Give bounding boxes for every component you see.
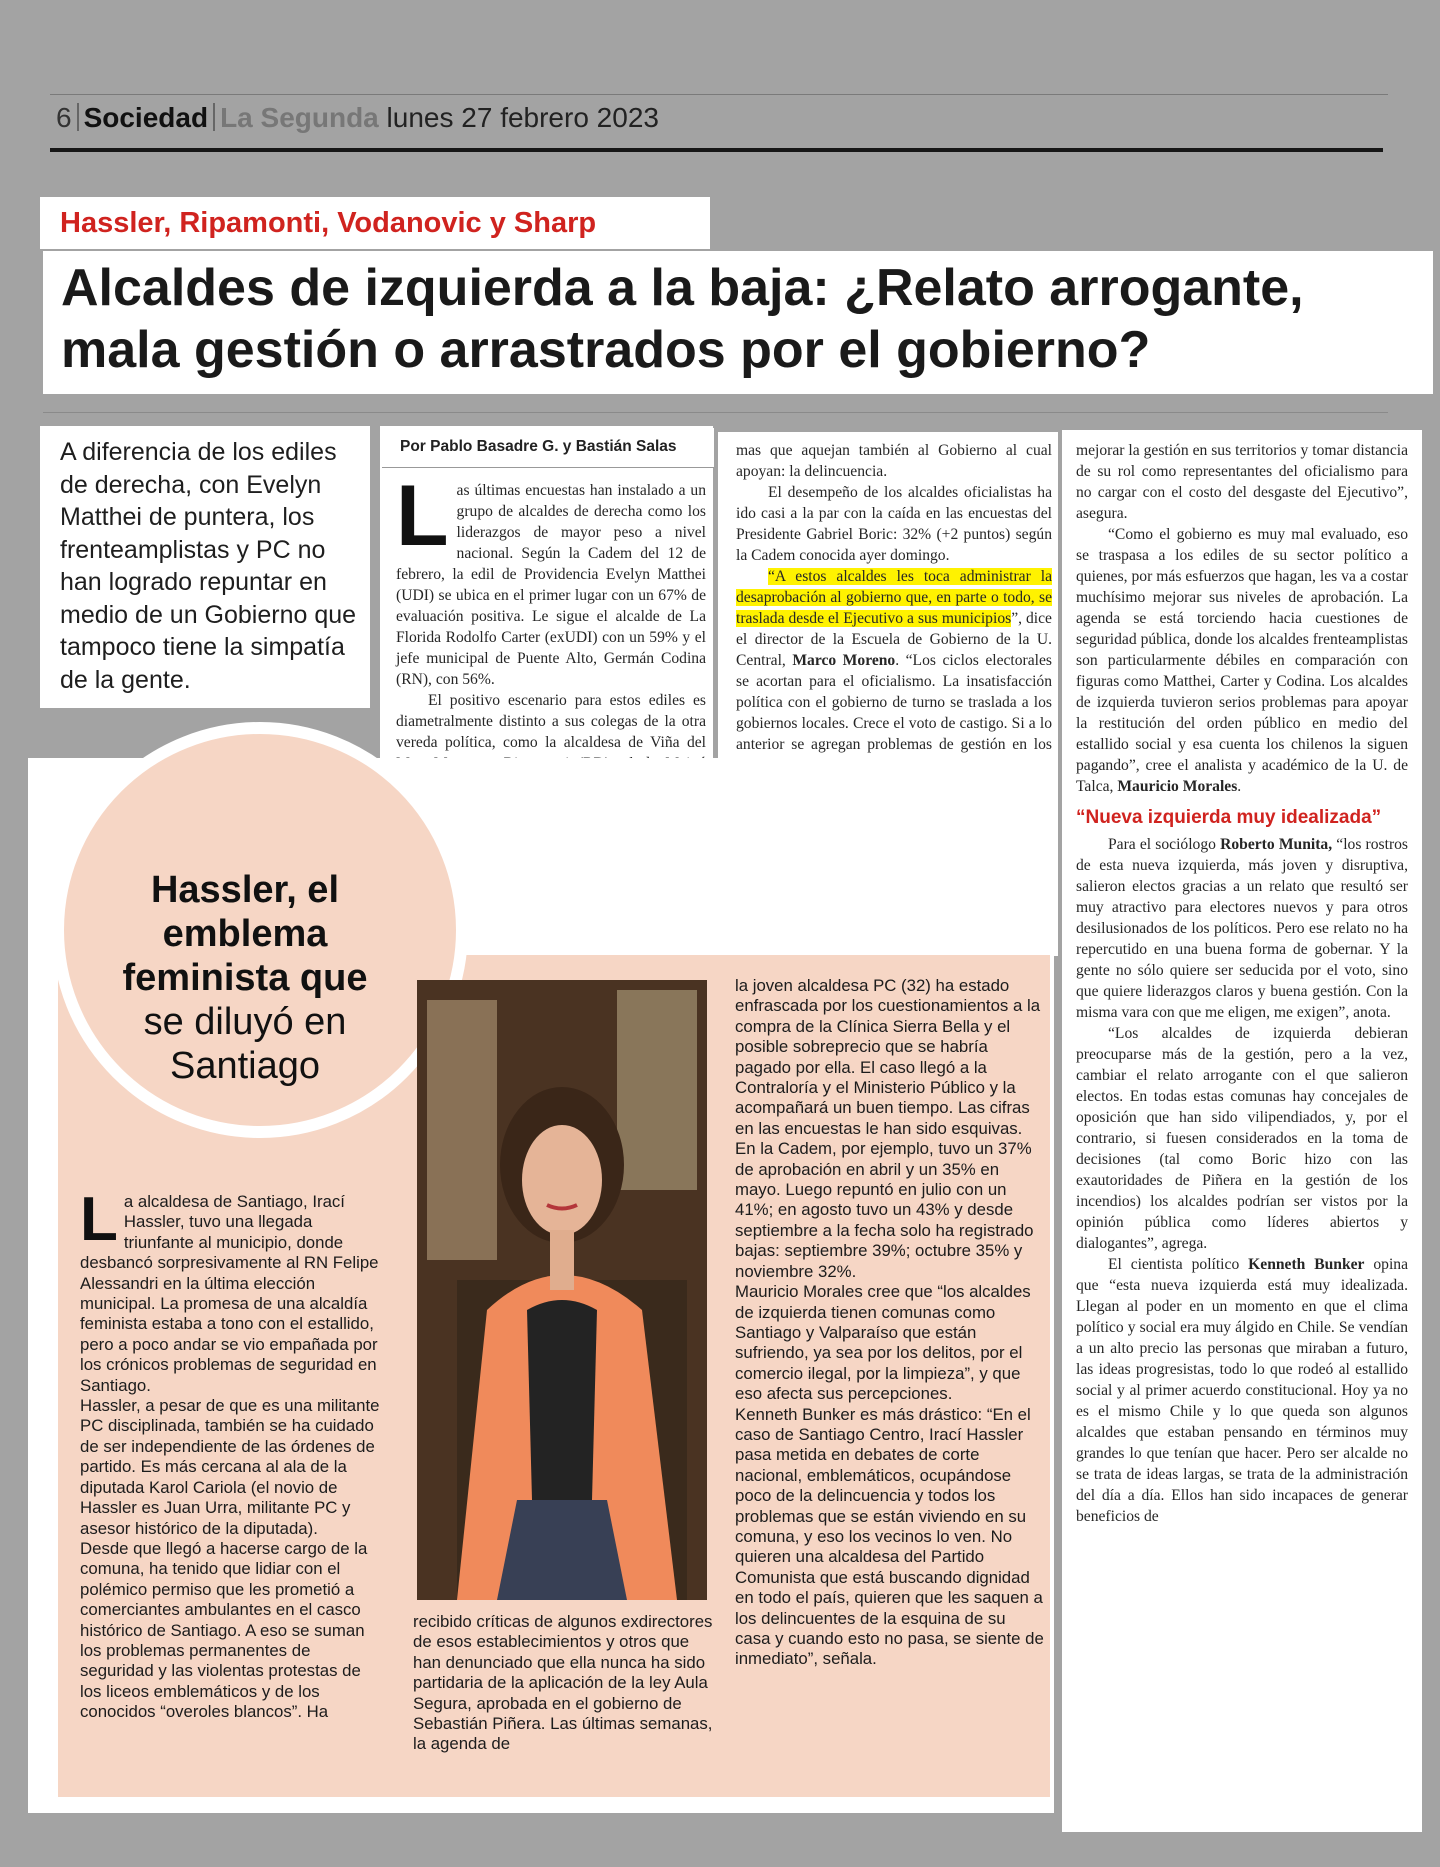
paragraph-text: opina que “esta nueva izquierda está muy idealizada. Llegan al poder en un momento en que el clima político y social era muy álgido en Chile. Se vendían a un alto precio las personas que miraban a futuro, las ideas progresistas, todo lo que rodeó al estallido social y al primer acuerdo constitucional. Hoy ya no es el mismo Chile y lo que queda son algunos alcaldes que estaban pensando en términos muy grandes lo que tenían que hacer. Pero ser alcalde no se trata de ideas largas, se trata de la administración del día a día. Ellos han sido incapaces de generar beneficios de	[1076, 1256, 1409, 1525]
folio-divider	[77, 103, 79, 131]
header-bottom-rule	[50, 148, 1383, 152]
paragraph: El desempeño de los alcaldes oficialistas ha ido casi a la par con la caída en las encuestas del Presidente Gabriel Boric: 32% (+2 puntos) según la Cadem conocida ayer domingo.	[736, 484, 1052, 564]
drop-cap: L	[396, 468, 449, 564]
publication-name: La Segunda	[220, 102, 379, 133]
section-name: Sociedad	[83, 102, 209, 133]
paragraph: mas que aquejan también al Gobierno al cual apoyan: la delincuencia.	[736, 442, 1052, 480]
paragraph-text: Para el sociólogo	[1108, 836, 1221, 853]
kicker: Hassler, Ripamonti, Vodanovic y Sharp	[60, 207, 597, 239]
headline-line-1: Alcaldes de izquierda a la baja: ¿Relato arrogante,	[61, 259, 1304, 317]
paragraph-text: El cientista político	[1108, 1256, 1249, 1273]
paragraph-text: “los rostros de esta nueva izquierda, más joven y disruptiva, salieron electos gracias a un relato que resultó ser muy atractivo para electores nuevos y para otros desilusionados de los políticos. Pero ese relato no ha repercutido en una buena forma de gobernar. Y la gente no sólo quiere ser seducida por el voto, sino que quiere liderazgos claros y buena gestión. Con la misma vara con que me eligen, me exigen”, anota.	[1076, 836, 1409, 1021]
column-text	[1076, 440, 1408, 1527]
sidebar-title	[80, 868, 410, 1088]
paragraph: El positivo escenario para estos ediles es diametralmente distinto a sus colegas de la otra vereda política, como la alcaldesa de Viña del	[396, 692, 706, 751]
header-top-rule	[50, 94, 1388, 95]
kicker-box	[40, 197, 710, 249]
issue-date: lunes 27 febrero 2023	[386, 102, 659, 133]
sidebar-title-bold: Hassler, el emblema feminista que	[122, 869, 368, 999]
person-name: Mauricio Morales	[1117, 778, 1238, 795]
paragraph: Mauricio Morales cree que “los alcaldes de izquierda tienen comunas como Santiago y Valparaíso que están sufriendo, ya sea por los delitos, por el comercio ilegal, por la limpieza”, y que eso afecta sus percepciones.	[735, 1282, 1031, 1404]
person-name: Roberto Munita,	[1220, 836, 1333, 853]
paragraph: Hassler, a pesar de que es una militante PC disciplinada, también se ha cuidado de ser independiente de las órdenes de partido. Es más cercana al ala de la diputada Karol Cariola (el novio de Hassler es Juan Urra, militante PC y asesor histórico de la diputada).	[80, 1396, 380, 1538]
sidebar-title-regular: se diluyó en Santiago	[143, 1001, 347, 1087]
headline-box	[43, 251, 1433, 394]
headline	[61, 257, 1304, 381]
sidebar-column-3	[735, 976, 1045, 1670]
sidebar-column-2	[413, 1612, 713, 1755]
paragraph: Kenneth Bunker es más drástico: “En el caso de Santiago Centro, Irací Hassler pasa metida en debates de corte nacional, emblemáticos, ocupándose poco de la delincuencia y todos los problemas que se están viviendo en su comuna, y eso los vecinos lo ven. No quieren una alcaldesa del Partido Comunista que está buscando dignidad en todo el país, quieren que les saquen a los delincuentes de la esquina de su casa y cuando esto no pasa, se siente de inmediato”, señala.	[735, 1404, 1044, 1669]
article-column-3	[1062, 430, 1422, 1832]
paragraph-text: . “Los ciclos electorales se acortan para el oficialismo. La insatisfacción política con el gobierno de turno se traslada a los gobiernos locales. Crece el voto de castigo. Si a lo anterior se agregan problemas de gestión en los	[736, 652, 1052, 753]
folio-divider	[213, 103, 215, 131]
sidebar-drop-cap: L	[80, 1185, 118, 1254]
portrait-photo	[417, 980, 707, 1600]
person-name: Marco Moreno	[792, 652, 896, 669]
paragraph: a alcaldesa de Santiago, Irací Hassler, tuvo una llegada triunfante al municipio, donde desbancó sorpresivamente al RN Felipe Alessandri en la última elección municipal. La promesa de una alcaldía feminista estaba a tono con el estallido, pero a poco andar se vio empañada por los crónicos problemas de seguridad en Santiago.	[80, 1192, 379, 1395]
paragraph: as últimas encuestas han instalado a un grupo de alcaldes de derecha como los liderazgos de mayor peso a nivel nacional. Según la Cadem del 12 de febrero, la edil de Providencia Evelyn Matthei (UDI) se ubica en el primer lugar con un 67% de evaluación positiva. Le sigue el alcalde de La Florida Rodolfo Carter (exUDI) con un 59% y el jefe municipal de Puente Alto, Germán Codina (RN), con 56%.	[396, 482, 706, 688]
paragraph: mejorar la gestión en sus territorios y tomar distancia de su rol como representantes del oficialismo para no cargar con el costo del desgaste del Ejecutivo”, asegura.	[1076, 442, 1408, 522]
page-number: 6	[56, 102, 72, 133]
page-folio	[56, 102, 659, 134]
paragraph: “Los alcaldes de izquierda debieran preocuparse más de la gestión, pero a la vez, cambiar el relato arrogante con el que salieron electos. En todas estas comunas hay concejales de oposición que han sido vilipendiados, y, por el contrario, si fuesen considerados en la toma de decisiones (tal como Boric hizo con las exautoridades de Piñera en la gestión de los incendios) los alcaldes podrían ser vistos por la opinión pública como líderes abiertos y dialogantes”, agrega.	[1076, 1025, 1408, 1252]
paragraph-text: ”, dice el director de la Escuela de Gobierno de la U. Central,	[736, 610, 1052, 669]
deck-box	[40, 426, 370, 708]
paragraph-text: .	[1237, 778, 1242, 795]
divider	[43, 412, 1388, 413]
deck: A diferencia de los ediles de derecha, con Evelyn Matthei de puntera, los frenteamplistas y PC no han logrado repuntar en medio de un Gobierno que tampoco tiene la simpatía de la gente.	[60, 438, 357, 694]
paragraph: Desde que llegó a hacerse cargo de la comuna, ha tenido que lidiar con el polémico permiso que les prometió a comerciantes ambulantes en el casco histórico de Santiago. A eso se suman los problemas permanentes de seguridad y las violentas protestas de los liceos emblemáticos y de los conocidos “overoles blancos”. Ha	[80, 1538, 368, 1722]
headline-line-2: mala gestión o arrastrados por el gobierno?	[61, 321, 1151, 379]
sidebar-column-1	[80, 1185, 386, 1723]
paragraph: recibido críticas de algunos exdirectores de esos establecimientos y otros que han denunciado que ella nunca ha sido partidaria de la aplicación de la ley Aula Segura, aprobada en el gobierno de Sebastián Piñera. Las últimas semanas, la agenda de	[413, 1612, 713, 1754]
paragraph-text: “Como el gobierno es muy mal evaluado, eso se traspasa a los ediles de su sector político a quienes, por más esfuerzos que hagan, les va a costar muchísimo mejorar sus niveles de aprobación. La agenda se está torciendo hacia cuestiones de seguridad pública, donde los alcaldes frenteamplistas son particularmente débiles en comparación con figuras como Matthei, Carter y Codina. Los alcaldes de izquierda tuvieron serios problemas para apoyar la restitución del orden público en medio del estallido social y esa cuenta los chilenos la siguen pagando”, cree el analista y académico de la U. de Talca,	[1076, 526, 1408, 795]
byline-box	[382, 428, 714, 468]
portrait-illustration	[417, 980, 707, 1600]
byline: Por Pablo Basadre G. y Bastián Salas	[400, 438, 677, 455]
person-name: Kenneth Bunker	[1248, 1256, 1365, 1273]
paragraph: la joven alcaldesa PC (32) ha estado enfrascada por los cuestionamientos a la compra de la Clínica Sierra Bella y el posible sobreprecio que se habría pagado por ella. El caso llegó a la Contraloría y el Ministerio Público y la acompañará un buen tiempo. Las cifras en las encuestas le han sido esquivas. En la Cadem, por ejemplo, tuvo un 37% de aprobación en abril y un 35% en mayo. Luego repuntó en julio con un 41%; en agosto tuvo un 43% y desde septiembre a la fecha solo ha registrado bajas: septiembre 39%; octubre 35% y noviembre 32%.	[735, 976, 1041, 1281]
highlighted-quote: “A estos alcaldes les toca administrar la desaprobación al gobierno que, en parte o todo, se traslada desde el Ejecutivo a sus municipios	[736, 568, 1052, 627]
subheading: “Nueva izquierda muy idealizada”	[1076, 807, 1382, 828]
